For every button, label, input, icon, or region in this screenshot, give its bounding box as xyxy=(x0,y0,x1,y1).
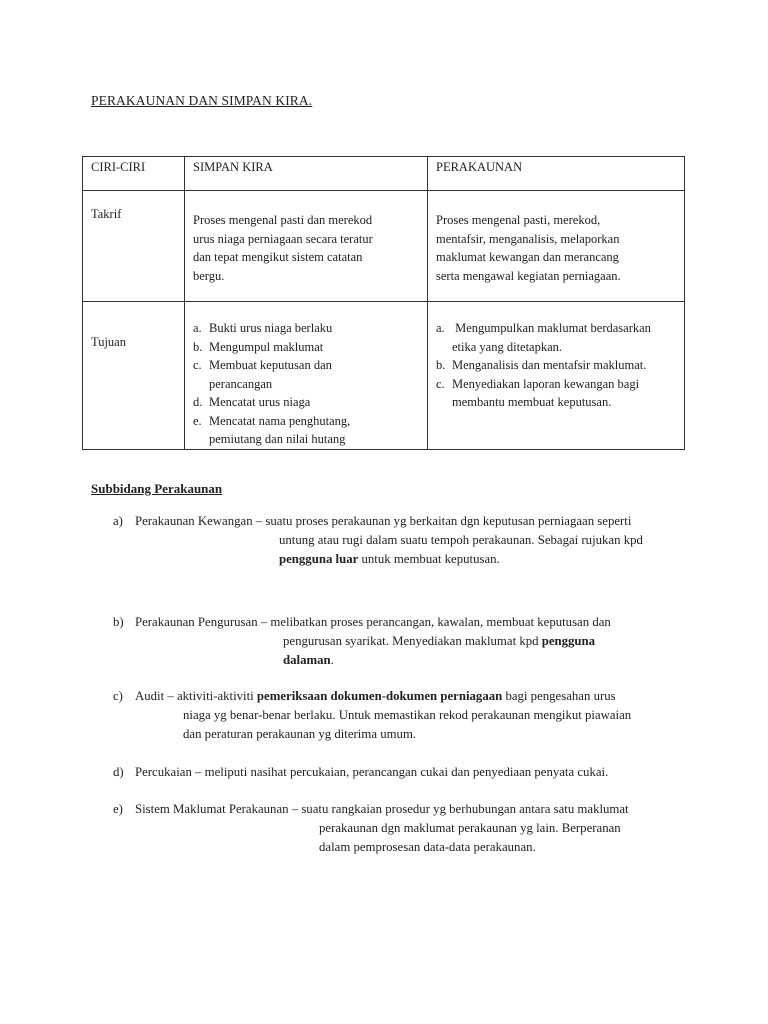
subbidang-text-line xyxy=(135,613,611,632)
text-segment: untuk membuat keputusan. xyxy=(358,551,500,566)
list-text: membantu membuat keputusan. xyxy=(452,395,612,409)
bold-text: pengguna xyxy=(541,633,596,648)
text-line: dan tepat mengikut sistem catatan xyxy=(193,250,363,264)
subbidang-text-line xyxy=(283,651,334,670)
row-label-cell xyxy=(83,191,185,302)
takrif-simpan-kira-cell xyxy=(185,191,428,302)
list-item xyxy=(436,356,678,375)
text-segment: niaga yg benar-benar berlaku. Untuk memastikan rekod perakaunan mengikut piawaian xyxy=(183,707,632,722)
text-segment: dalam pemprosesan data-data perakaunan. xyxy=(319,839,536,854)
perakaunan-purpose-list xyxy=(436,319,678,412)
text-segment: perakaunan dgn maklumat perakaunan yg lain. Berperanan xyxy=(319,820,621,835)
list-marker: e. xyxy=(193,413,202,428)
text-line: serta mengawal kegiatan perniagaan. xyxy=(436,268,621,283)
bold-text: pemeriksaan dokumen-dokumen perniagaan xyxy=(256,689,503,703)
text-line: Proses mengenal pasti dan merekod xyxy=(193,213,373,227)
table-header-row xyxy=(83,157,685,191)
bold-text: pengguna luar xyxy=(279,551,359,566)
list-text: Mengumpulkan maklumat berdasarkan xyxy=(452,321,651,335)
text-segment: bagi pengesahan urus xyxy=(502,689,616,703)
text-segment: . xyxy=(330,652,334,667)
text-segment: pengurusan syarikat. Menyediakan maklumat kpd xyxy=(283,633,542,648)
list-text: Menganalisis dan mentafsir maklumat. xyxy=(452,358,647,372)
header-perakaunan: PERAKAUNAN xyxy=(436,160,523,174)
list-marker: a. xyxy=(193,321,202,335)
subbidang-marker: e) xyxy=(113,802,123,816)
list-marker: b. xyxy=(193,339,203,354)
subbidang-text-line xyxy=(183,706,631,725)
list-item xyxy=(436,319,678,356)
text-segment: Perakaunan Kewangan – suatu proses perakaunan yg berkaitan dgn keputusan perniagaan seperti xyxy=(135,514,632,528)
list-text: Menyediakan laporan kewangan bagi xyxy=(452,376,640,391)
list-marker: c. xyxy=(436,376,445,391)
row-label-cell xyxy=(83,302,185,450)
list-text: Mencatat nama penghutang, xyxy=(209,413,351,428)
table-row-takrif xyxy=(83,191,685,302)
list-item xyxy=(436,375,678,412)
list-marker: a. xyxy=(436,321,445,335)
list-item xyxy=(193,319,421,338)
header-ciri-ciri: CIRI-CIRI xyxy=(91,160,146,174)
tujuan-simpan-kira-cell xyxy=(185,302,428,450)
list-marker: d. xyxy=(193,395,203,409)
subbidang-marker: c) xyxy=(113,689,123,703)
list-text: etika yang ditetapkan. xyxy=(452,339,563,354)
subbidang-text-line xyxy=(135,800,629,819)
text-segment: Percukaian – meliputi nasihat percukaian, perancangan cukai dan penyediaan penyata cukai. xyxy=(135,765,609,779)
row-label-takrif: Takrif xyxy=(91,207,122,221)
list-item xyxy=(193,338,421,357)
subbidang-marker: a) xyxy=(113,514,123,528)
text-segment: Audit – aktiviti-aktiviti xyxy=(135,689,257,703)
row-label-tujuan: Tujuan xyxy=(91,335,126,349)
header-simpan-kira: SIMPAN KIRA xyxy=(193,160,273,174)
text-line: mentafsir, menganalisis, melaporkan xyxy=(436,231,620,246)
header-cell xyxy=(428,157,685,191)
text-line: bergu. xyxy=(193,268,225,283)
list-marker: c. xyxy=(193,358,202,372)
list-text: Bukti urus niaga berlaku xyxy=(209,321,333,335)
subbidang-text-line xyxy=(279,550,500,569)
list-text: pemiutang dan nilai hutang xyxy=(209,432,346,446)
list-text: Mengumpul maklumat xyxy=(209,339,324,354)
subbidang-text-line xyxy=(283,632,595,651)
takrif-perakaunan-cell xyxy=(428,191,685,302)
subbidang-text-line xyxy=(135,687,616,706)
subbidang-text-line xyxy=(319,819,621,838)
comparison-table xyxy=(82,156,685,450)
bold-text: dalaman xyxy=(283,652,331,667)
section-heading: Subbidang Perakaunan xyxy=(91,481,223,496)
subbidang-text-line xyxy=(183,725,416,744)
list-text: Mencatat urus niaga xyxy=(209,395,311,409)
table-row-tujuan xyxy=(83,302,685,450)
text-segment: untung atau rugi dalam suatu tempoh perakaunan. Sebagai rujukan kpd xyxy=(279,532,643,547)
subbidang-marker: d) xyxy=(113,765,124,779)
text-line: Proses mengenal pasti, merekod, xyxy=(436,213,601,227)
list-text: Membuat keputusan dan xyxy=(209,358,332,372)
text-segment: dan peraturan perakaunan yg diterima umum. xyxy=(183,726,417,741)
page-title: PERAKAUNAN DAN SIMPAN KIRA. xyxy=(91,93,313,108)
subbidang-text-line xyxy=(279,531,643,550)
text-line: maklumat kewangan dan merancang xyxy=(436,250,619,264)
text-line: urus niaga perniagaan secara teratur xyxy=(193,231,373,246)
list-marker: b. xyxy=(436,358,446,372)
list-item xyxy=(193,356,421,393)
tujuan-perakaunan-cell xyxy=(428,302,685,450)
subbidang-marker: b) xyxy=(113,615,124,629)
simpan-kira-purpose-list xyxy=(193,319,421,449)
subbidang-text-line xyxy=(135,763,608,782)
header-cell xyxy=(83,157,185,191)
subbidang-text-line xyxy=(135,512,631,531)
header-cell xyxy=(185,157,428,191)
list-item xyxy=(193,412,421,449)
text-segment: Sistem Maklumat Perakaunan – suatu rangkaian prosedur yg berhubungan antara satu maklumat xyxy=(135,802,629,816)
list-item xyxy=(193,393,421,412)
subbidang-text-line xyxy=(319,838,536,857)
text-segment: Perakaunan Pengurusan – melibatkan proses perancangan, kawalan, membuat keputusan dan xyxy=(135,615,611,629)
list-text: perancangan xyxy=(209,376,273,391)
